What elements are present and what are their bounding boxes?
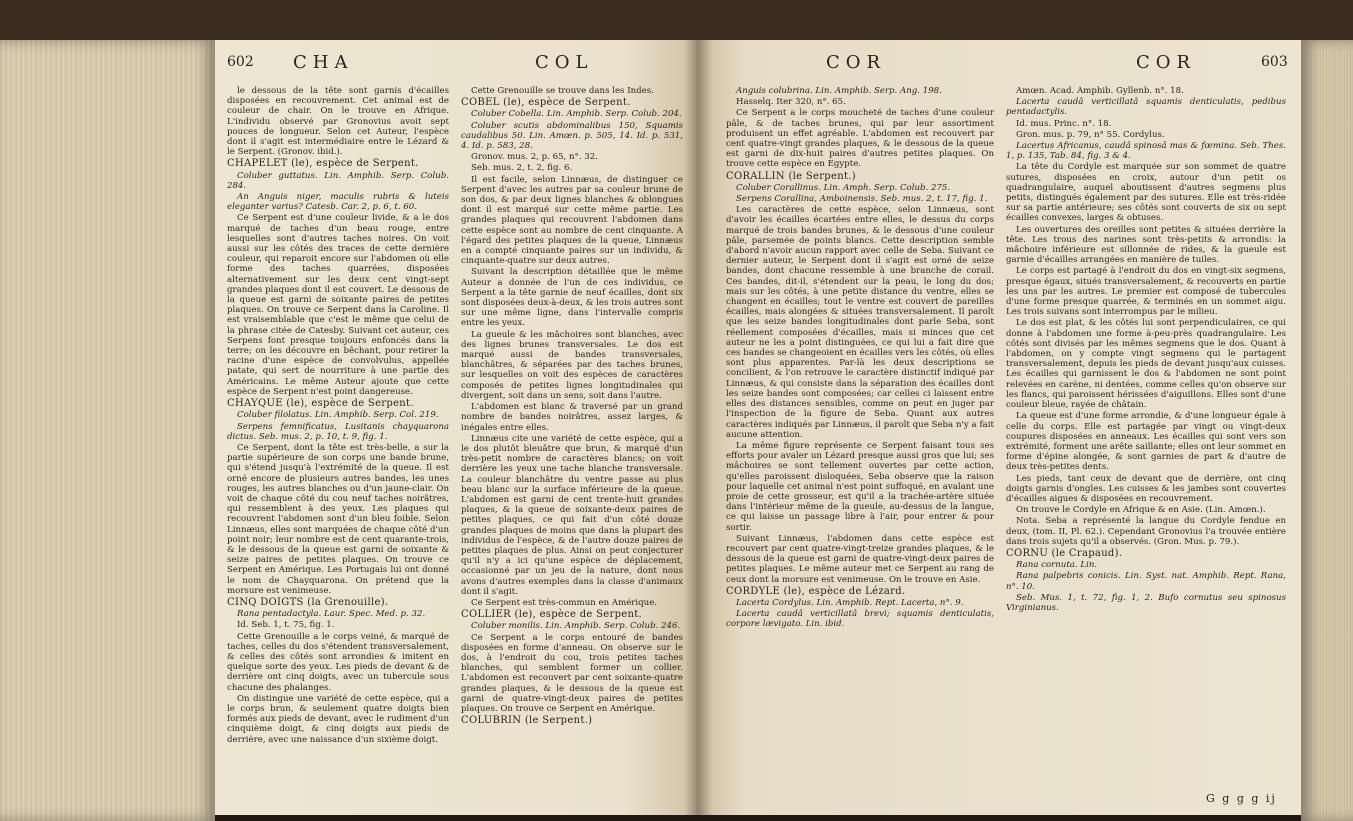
page-edges-left (0, 40, 215, 821)
synonym-line: Rana cornuta. Lin. (1016, 560, 1098, 571)
paragraph: Nota. Seba a représenté la langue du Cordyle fendue en deux, (tom. II, Pl. 62.). Cependant Gronovius l'a trouvée entière dans trois sujets qu'il a observés. (Gron. Mus. p. 79.). (1006, 516, 1286, 547)
entry-heading: CORDYLE (le), espèce de Lézard. (726, 585, 906, 597)
page-edges-right (1301, 40, 1353, 821)
entry-heading: COLUBRIN (le Serpent.) (461, 715, 593, 727)
entry-heading: CORNU (le Crapaud). (1006, 547, 1123, 559)
entry-heading: CORALLIN (le Serpent.) (726, 170, 856, 182)
paragraph: Les ouvertures des oreilles sont petites & situées derrière la tête. Les trous des narines sont très-petits & arrondis: la mâchoire inférieure est sillonnée de rides, & la gueule est garnie d'écailles arrangées en manière de tuiles. (1006, 224, 1286, 266)
entry-heading: COBEL (le), espèce de Serpent. (461, 97, 631, 109)
paragraph: Hasselq. Iter 320, n°. 65. (736, 97, 846, 108)
synonym-line: Coluber Corallinus. Lin. Amph. Serp. Colub. 275. (736, 182, 951, 193)
paragraph: La même figure représente ce Serpent faisant tous ses efforts pour avaler un Lézard presque aussi gros que lui; ses mâchoires se sont tellement ouvertes par cette action, qu'elles paroissent disloquées, Seba observe que la raison pour laquelle cet animal n'est point suffoqué, en avalant une proie de cette grosseur, est qu'il a la trachée-artère située dans l'intérieur même de la gueule, au-dessus de la langue, ce qui laisse un passage libre à l'air, pour entrer & pour sortir. (726, 440, 994, 533)
entry-heading: CINQ DOIGTS (la Grenouille). (227, 596, 389, 608)
paragraph: Suivant la description détaillée que le même Auteur a donnée de l'un de ces individus, ce Serpent a la tête garnie de neuf écailles, dont six sont disposées deux-à-deux, & les trois autres sont sur une même ligne, dans l'intervalle compris entre les yeux. (461, 267, 683, 329)
right-running-head-1: COR (826, 52, 887, 73)
synonym-line: Anguis colubrina. Lin. Amphib. Serp. Ang. 198. (736, 86, 942, 96)
paragraph: Les caractères de cette espèce, selon Linnæus, sont d'avoir les écailles écartées entre elles, le dessus du corps marqué de trois bandes brunes, & le dessous d'une couleur pâle, parsemée de points blancs. Cette description semble d'abord n'avoir aucun rapport avec celle de Seba. Suivant ce dernier auteur, le Serpent dont il s'agit est orné de seize bandes, dont chacune ressemble à une branche de corail. Ces bandes, dit-il, s'étendent sur la peau, le long du dos; mais sur les côtés, à une petite distance du ventre, elles se changent en écailles; tout le ventre est couvert de pareilles écailles, mais alongées & situées transversalement. Il paroît que les seize bandes longitudinales dont parle Seba, sont réellement composées d'écailles, mais si minces que cet auteur ne les a point distinguées, ce qui lui a fait dire que ces bandes se changeoient en écailles vers les côtés, où elles sont plus apparentes. Par-là les deux descriptions se concilient, & l'on retrouve le caractère distinctif indiqué par Linnæus, & qui consiste dans la séparation des écailles dont les seize bandes sont composées; car celles ci laissent entre elles des distances sensibles, comme on peut en juger par l'inspection de la figure de Seba. Quant aux autres caractères indiqués par Linnæus, il paroît que Seba n'y a fait aucune attention. (726, 205, 994, 440)
left-page (215, 40, 696, 815)
paragraph: Ce Serpent est très-commun en Amérique. (471, 597, 658, 608)
paragraph: Linnæus cite une variété de cette espèce, qui a le dos plutôt bleuâtre que brun, & marqué d'un très-petit nombre de caractères blancs; on voit derrière les yeux une tache blanche transversale. La couleur blanchâtre du ventre passe au plus beau blanc sur la surface inférieure de la queue. L'abdomen est garni de cent trente-huit grandes plaques, & la queue de soixante-deux paires de petites plaques, ce qui fait d'un côté douze grandes plaques de moins que dans la plupart des individus de l'espèce, & de l'autre douze paires de petites plaques de plus. Ainsi on peut conjecturer qu'il n'y a ici qu'une espèce de déplacement, occasionné par un jeu de la nature, dont nous avons d'autres exemples dans la classe d'animaux dont il s'agit. (461, 433, 683, 597)
paragraph: Amœn. Acad. Amphib. Gyllenb. n°. 18. (1016, 86, 1184, 96)
paragraph: Le dos est plat, & les côtés lui sont perpendiculaires, ce qui donne à l'abdomen une forme à-peu-près quadrangulaire. Les côtés sont divisés par les mêmes segmens que le dos. Quant à l'abdomen, on y compte vingt segmens qui le partagent transversalement, depuis les pieds de devant jusqu'aux cuisses. Les écailles qui garnissent le dos & l'abdomen ne sont point relevées en carène, ni dentées, comme celles qu'on observe sur les flancs, qui paroissent hérissées d'aiguillons. Elles sont d'une couleur bleue, rayée de châtain. (1006, 318, 1286, 411)
paragraph: Ce Serpent a le corps moucheté de taches d'une couleur pâle, & de taches brunes, qui par leur assortiment produisent un effet agréable. L'abdomen est recouvert par cent quatre-vingt grandes plaques, & le dessous de la queue est garni de dix-huit paires d'autres petites plaques. On trouve cette espèce en Egypte. (726, 108, 994, 170)
paragraph: Suivant Linnæus, l'abdomen dans cette espèce est recouvert par cent quatre-vingt-treize grandes plaques, & le dessous de la queue est garni de quatre-vingt-deux paires de petites plaques. Le même auteur met ce Serpent au rang de ceux dont la morsure est venimeuse. On le trouve en Asie. (726, 533, 994, 585)
paragraph: On distingue une variété de cette espèce, qui a le corps brun, & seulement quatre doigts bien formés aux pieds de devant, avec le rudiment d'un cinquième doigt, & cinq doigts aux pieds de derrière, avec une naissance d'un sixième doigt. (227, 693, 449, 745)
left-page-number: 602 (227, 54, 254, 70)
right-column-2 (1006, 86, 1286, 786)
paragraph: Cette Grenouille se trouve dans les Indes. (471, 86, 654, 96)
paragraph: Le corps est partagé à l'endroit du dos en vingt-six segmens, presque égaux, situés transversalement, & recouverts en partie les uns par les autres. Le premier est composé de tubercules d'une forme presque quarrée, & terminés en un sommet aigu. Les trois suivans sont interrompus par le milieu. (1006, 266, 1286, 318)
synonym-line: Lacerta Cordylus. Lin. Amphib. Rept. Lacerta, n°. 9. (736, 597, 964, 608)
entry-heading: CHAPELET (le), espèce de Serpent. (227, 158, 419, 170)
paragraph: Seb. mus. 2, t. 2, fig. 6. (471, 163, 573, 174)
paragraph: Id. Seb. 1, t. 75, fig. 1. (237, 620, 335, 631)
synonym-line: Coluber monilis. Lin. Amphib. Serp. Colub. 246. (471, 621, 681, 632)
left-running-head-1: CHA (293, 52, 354, 73)
synonym-line: Serpens Corallina, Amboinensis. Seb. mus. 2, t. 17, fig. 1. (736, 194, 988, 205)
paragraph: On trouve le Cordyle en Afrique & en Asie. (Lin. Amœn.). (1016, 505, 1266, 516)
paragraph: Ce Serpent, dont la tête est très-belle, a sur la partie supérieure de son corps une bande brune, qui s'étend jusqu'à l'extrémité de la queue. Il est orné encore de plusieurs autres bandes, les unes rouges, les autres blanches ou d'un jaune-clair. On voit de chaque côté du cou neuf taches noirâtres, qui ressemblent à des yeux. Les plaques qui recouvrent l'abdomen sont d'un bleu foible. Selon Linnæus, elles sont marquées de chaque côté d'un point noir; leur nombre est de cent quarante-trois, & le dessous de la queue est garni de soixante & seize paires de petites plaques. On trouve ce Serpent en Amérique. Les Portugais lui ont donné le nom de Chayquarona. On prétend que la morsure est venimeuse. (227, 442, 449, 596)
paragraph: La tête du Cordyle est marquée sur son sommet de quatre sutures, disposées en croix, autour d'un petit os quadrangulaire, auquel aboutissent d'autres segmens plus petits, distingués également par des sutures. Elle est très-ridée sur sa partie antérieure; ses côtés sont couverts de six ou sept écailles convexes, larges & obtuses. (1006, 162, 1286, 224)
synonym-line: Rana palpebris conicis. Lin. Syst. nat. Amphib. Rept. Rana, n°. 10. (1006, 571, 1286, 592)
left-column-1 (227, 86, 449, 811)
synonym-line: Coluber guttatus. Lin. Amphib. Serp. Colub. 284. (227, 170, 449, 191)
book-gutter (684, 40, 712, 815)
synonym-line: Lacerta caudâ verticillatâ brevi; squamis denticulatis, corpore lævigato. Lin. ibid. (726, 609, 994, 630)
entry-heading: COLLIER (le), espèce de Serpent. (461, 609, 643, 621)
paragraph: Gronov. mus. 2, p. 65, n°. 32. (471, 152, 598, 163)
paragraph: La queue est d'une forme arrondie, & d'une longueur égale à celle du corps. Elle est partagée par vingt ou vingt-deux coupures disposées en anneaux. Les écailles qui sont vers son extrémité, forment une arête saillante; elles ont leur sommet en forme d'épine alongée, & sont garnies de part & d'autre de deux très-petites dents. (1006, 411, 1286, 473)
synonym-line: Rana pentadactyla. Laur. Spec. Med. p. 32. (237, 609, 426, 620)
signature-mark: G g g g ij (1206, 792, 1277, 805)
synonym-line: Coluber filolatus. Lin. Amphib. Serp. Col. 219. (237, 410, 439, 421)
synonym-line: Coluber Cobella. Lin. Amphib. Serp. Colub. 204. (471, 109, 682, 120)
right-page-number: 603 (1261, 54, 1288, 70)
left-column-2 (461, 86, 683, 811)
right-column-1 (726, 86, 994, 798)
synonym-line: An Anguis niger, maculis rubris & luteis eleganter varius? Catesb. Car. 2, p. 6, t. 60. (227, 192, 449, 213)
paragraph: Gron. mus. p. 79, n° 55. Cordylus. (1016, 129, 1165, 140)
paragraph: Cette Grenouille a le corps veiné, & marqué de taches, celles du dos s'étendent transversalement, & celles des côtés sont arrondies & imitent en quelque sorte des yeux. Les pieds de devant & de derrière ont cinq doigts, avec un tubercule sous chacune des phalanges. (227, 631, 449, 693)
paragraph: Ce Serpent est d'une couleur livide, & a le dos marqué de taches d'un beau rouge, entre lesquelles sont d'autres taches noires. On voit aussi sur les côtés des traces de cette dernière couleur, qui reparoit encore sur l'abdomen où elle forme des taches quarrées, disposées alternativement sur les deux cent vingt-sept grandes plaques dont il est couvert. Le dessous de la queue est garni de soixante paires de petites plaques. On trouve ce Serpent dans la Caroline. Il est vraisemblable que c'est le même que celui de la phrase citée de Catesby. Suivant cet auteur, ces Serpens font presque toujours enfoncés dans la terre; on les découvre en bêchant, pour retirer la racine d'une espèce de convolvulus, appellée patate, qui sert de nourriture à une partie des Américains. Le même Auteur ajoute que cette espèce de Serpent n'est point dangereuse. (227, 213, 449, 397)
paragraph: Les pieds, tant ceux de devant que de derrière, ont cinq doigts garnis d'ongles. Les cuisses & les jambes sont couvertes d'écailles aigues & disposées en recouvrement. (1006, 473, 1286, 504)
synonym-line: Coluber scutis abdominalibus 150, Squamis caudalibus 50. Lin. Amœn. p. 505, 14. Id. p. 531, 4. Id. p. 583, 28. (461, 120, 683, 152)
synonym-line: Seb. Mus. 1, t. 72, fig. 1, 2. Bufo cornutus seu spinosus Virginianus. (1006, 592, 1286, 613)
paragraph: Il est facile, selon Linnæus, de distinguer ce Serpent d'avec les autres par sa couleur brune de son dos, & par deux lignes blanches & oblongues dont il est marqué sur cette même partie. Les grandes plaques qui recouvrent l'abdomen dans cette espèce sont au nombre de cent cinquante. A l'égard des petites plaques de la queue, Linnæus en a compté cinquante paires sur un individu, & cinquante-quatre sur deux autres. (461, 174, 683, 267)
right-page (696, 40, 1301, 815)
paragraph: le dessous de la tête sont garnis d'écailles disposées en recouvrement. Cet animal est de couleur de chair. On le trouve en Afrique. L'individu observé par Gronovius avoit sept pouces de longueur. Selon cet Auteur, l'espèce dont il s'agit est intermédiaire entre le Lézard & le Serpent. (Gronov. ibid.). (227, 86, 449, 158)
synonym-line: Lacerta caudâ verticillatâ squamis denticulatis, pedibus pentadactylis. (1006, 97, 1286, 118)
synonym-line: Serpens femnificatus, Lusitanis chayquarona dictus. Seb. mus. 2, p. 10, t. 9, fig. 1. (227, 421, 449, 442)
right-running-head-2: COR (1136, 52, 1197, 73)
paragraph: Ce Serpent a le corps entouré de bandes disposées en forme d'anneau. On observe sur le dos, à l'endroit du cou, trois petites taches blanches, qui semblent former un collier. L'abdomen est recouvert par cent soixante-quatre grandes plaques, & le dessous de la queue est garni de quatre-vingt-deux paires de petites plaques. On trouve ce Serpent en Amérique. (461, 632, 683, 714)
entry-heading: CHAYQUE (le), espèce de Serpent. (227, 398, 414, 410)
paragraph: Id. mus. Princ. n°. 18. (1016, 118, 1112, 129)
paragraph: La gueule & les mâchoires sont blanches, avec des lignes brunes transversales. Le dos est marqué aussi de bandes transversales, blanchâtres, & séparées par des taches brunes, sur lesquelles on voit des espèces de caractères composés de petites lignes longitudinales qui divergent, soit dans un sens, soit dans l'autre. (461, 329, 683, 401)
synonym-line: Lacertus Africanus, caudâ spinosâ mas & fœmina. Seb. Thes. 1, p. 135, Tab. 84, fig. 3 & 4. (1006, 141, 1286, 162)
paragraph: L'abdomen est blanc & traversé par un grand nombre de bandes noirâtres, assez larges, & inégales entre elles. (461, 402, 683, 433)
left-running-head-2: COL (535, 52, 594, 73)
